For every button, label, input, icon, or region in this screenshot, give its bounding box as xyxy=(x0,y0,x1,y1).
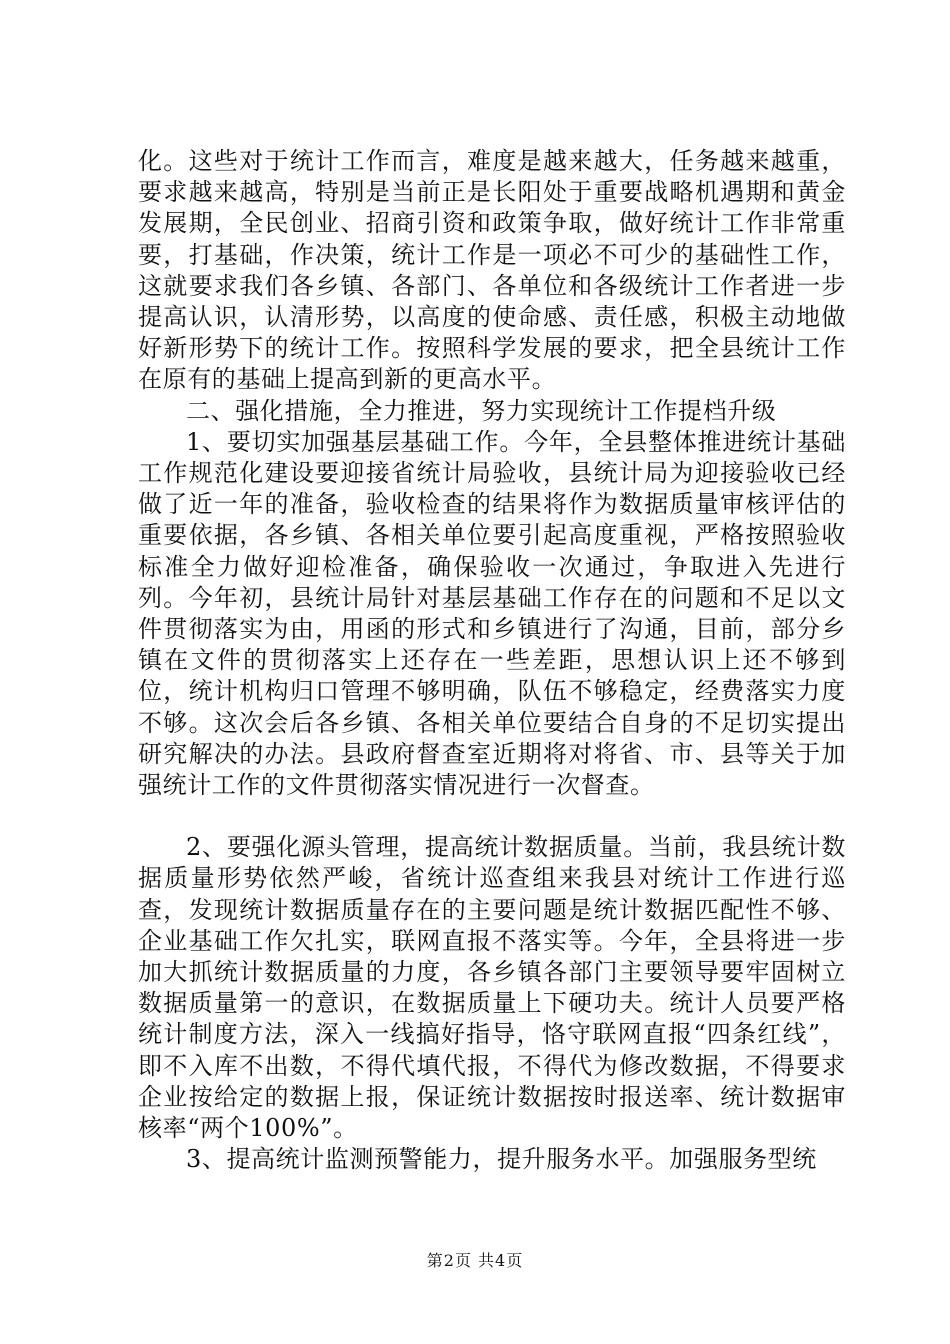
paragraph-item-1: 1、要切实加强基层基础工作。今年，全县整体推进统计基础工作规范化建设要迎接省统计局验收，县统计局为迎接验收已经做了近一年的准备，验收检查的结果将作为数据质量审核评估的重要依据，各乡镇、各相关单位要引起高度重视，严格按照验收标准全力做好迎检准备，确保验收一次通过，争取进入先进行列。今年初，县统计局针对基层基础工作存在的问题和不足以文件贯彻落实为由，用函的形式和乡镇进行了沟通，目前，部分乡镇在文件的贯彻落实上还存在一些差距，思想认识上还不够到位，统计机构归口管理不够明确，队伍不够稳定，经费落实力度不够。这次会后各乡镇、各相关单位要结合自身的不足切实提出研究解决的办法。县政府督查室近期将对将省、市、县等关于加强统计工作的文件贯彻落实情况进行一次督查。 xyxy=(138,427,846,800)
section-heading: 二、强化措施，全力推进，努力实现统计工作提档升级 xyxy=(186,396,777,425)
page-footer: 第2页 共4页 xyxy=(426,1251,524,1270)
paragraph-item-3: 3、提高统计监测预警能力，提升服务水平。加强服务型统 xyxy=(186,1145,817,1174)
paragraph-continuation: 化。这些对于统计工作而言，难度是越来越大，任务越来越重，要求越来越高，特别是当前正是长阳处于重要战略机遇期和黄金发展期，全民创业、招商引资和政策争取，做好统计工作非常重要，打基础，作决策，统计工作是一项必不可少的基础性工作，这就要求我们各乡镇、各部门、各单位和各级统计工作者进一步提高认识，认清形势，以高度的使命感、责任感，积极主动地做好新形势下的统计工作。按照科学发展的要求，把全县统计工作在原有的基础上提高到新的更高水平。 xyxy=(138,147,846,394)
paragraph-item-2: 2、要强化源头管理，提高统计数据质量。当前，我县统计数据质量形势依然严峻，省统计巡查组来我县对统计工作进行巡查，发现统计数据质量存在的主要问题是统计数据匹配性不够、企业基础工作欠扎实，联网直报不落实等。今年，全县将进一步加大抓统计数据质量的力度，各乡镇各部门主要领导要牢固树立数据质量第一的意识，在数据质量上下硬功夫。统计人员要严格统计制度方法，深入一线搞好指导，恪守联网直报“四条红线”，即不入库不出数，不得代填代报，不得代为修改数据，不得要求企业按给定的数据上报，保证统计数据按时报送率、统计数据审核率“两个100%”。 xyxy=(138,833,846,1143)
document-body xyxy=(138,146,846,1176)
